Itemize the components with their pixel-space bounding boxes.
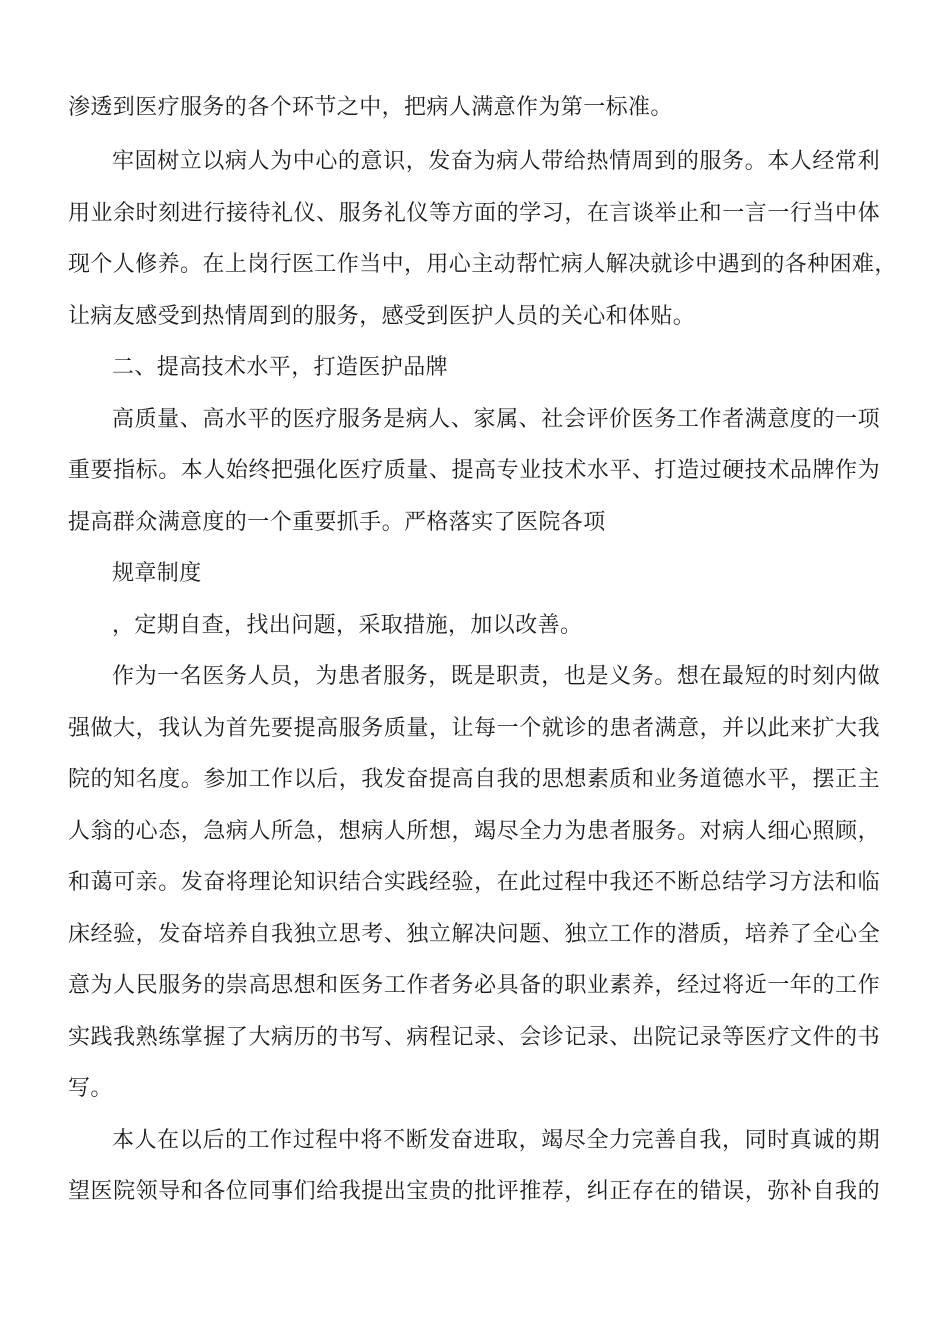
paragraph-line: 作为一名医务人员，为患者服务，既是职责，也是义务。想在最短的时刻内做	[112, 664, 880, 689]
paragraph-line: 规章制度	[112, 561, 202, 586]
paragraph-line: 强做大，我认为首先要提高服务质量，让每一个就诊的患者满意，并以此来扩大我	[68, 716, 880, 741]
paragraph-line: 院的知名度。参加工作以后，我发奋提高自我的思想素质和业务道德水平，摆正主	[68, 767, 880, 792]
paragraph-line: 牢固树立以病人为中心的意识，发奋为病人带给热情周到的服务。本人经常利	[112, 149, 880, 174]
paragraph-line: 渗透到医疗服务的各个环节之中，把病人满意作为第一标准。	[68, 95, 673, 120]
paragraph-line: 高质量、高水平的医疗服务是病人、家属、社会评价医务工作者满意度的一项	[112, 407, 880, 432]
paragraph-line: 写。	[68, 1076, 113, 1101]
paragraph-line: ，定期自查，找出问题，采取措施，加以改善。	[112, 613, 583, 638]
paragraph-line: 现个人修养。在上岗行医工作当中，用心主动帮忙病人解决就诊中遇到的各种困难，	[68, 252, 897, 277]
paragraph-line: 人翁的心态，急病人所急，想病人所想，竭尽全力为患者服务。对病人细心照顾，	[68, 819, 880, 844]
paragraph-line: 实践我熟练掌握了大病历的书写、病程记录、会诊记录、出院记录等医疗文件的书	[68, 1025, 880, 1050]
paragraph-line: 望医院领导和各位同事们给我提出宝贵的批评推荐，纠正存在的错误，弥补自我的	[68, 1179, 880, 1204]
paragraph-line: 本人在以后的工作过程中将不断发奋进取，竭尽全力完善自我，同时真诚的期	[112, 1128, 880, 1153]
paragraph-line: 意为人民服务的崇高思想和医务工作者务必具备的职业素养，经过将近一年的工作	[68, 973, 880, 998]
paragraph-line: 提高群众满意度的一个重要抓手。严格落实了医院各项	[68, 510, 606, 535]
paragraph-line: 重要指标。本人始终把强化医疗质量、提高专业技术水平、打造过硬技术品牌作为	[68, 458, 880, 483]
paragraph-line: 床经验，发奋培养自我独立思考、独立解决问题、独立工作的潜质，培养了全心全	[68, 922, 880, 947]
paragraph-line: 让病友感受到热情周到的服务，感受到医护人员的关心和体贴。	[68, 304, 696, 329]
section-heading: 二、提高技术水平，打造医护品牌	[112, 355, 449, 380]
paragraph-line: 用业余时刻进行接待礼仪、服务礼仪等方面的学习，在言谈举止和一言一行当中体	[68, 201, 880, 226]
paragraph-line: 和蔼可亲。发奋将理论知识结合实践经验，在此过程中我还不断总结学习方法和临	[68, 870, 880, 895]
